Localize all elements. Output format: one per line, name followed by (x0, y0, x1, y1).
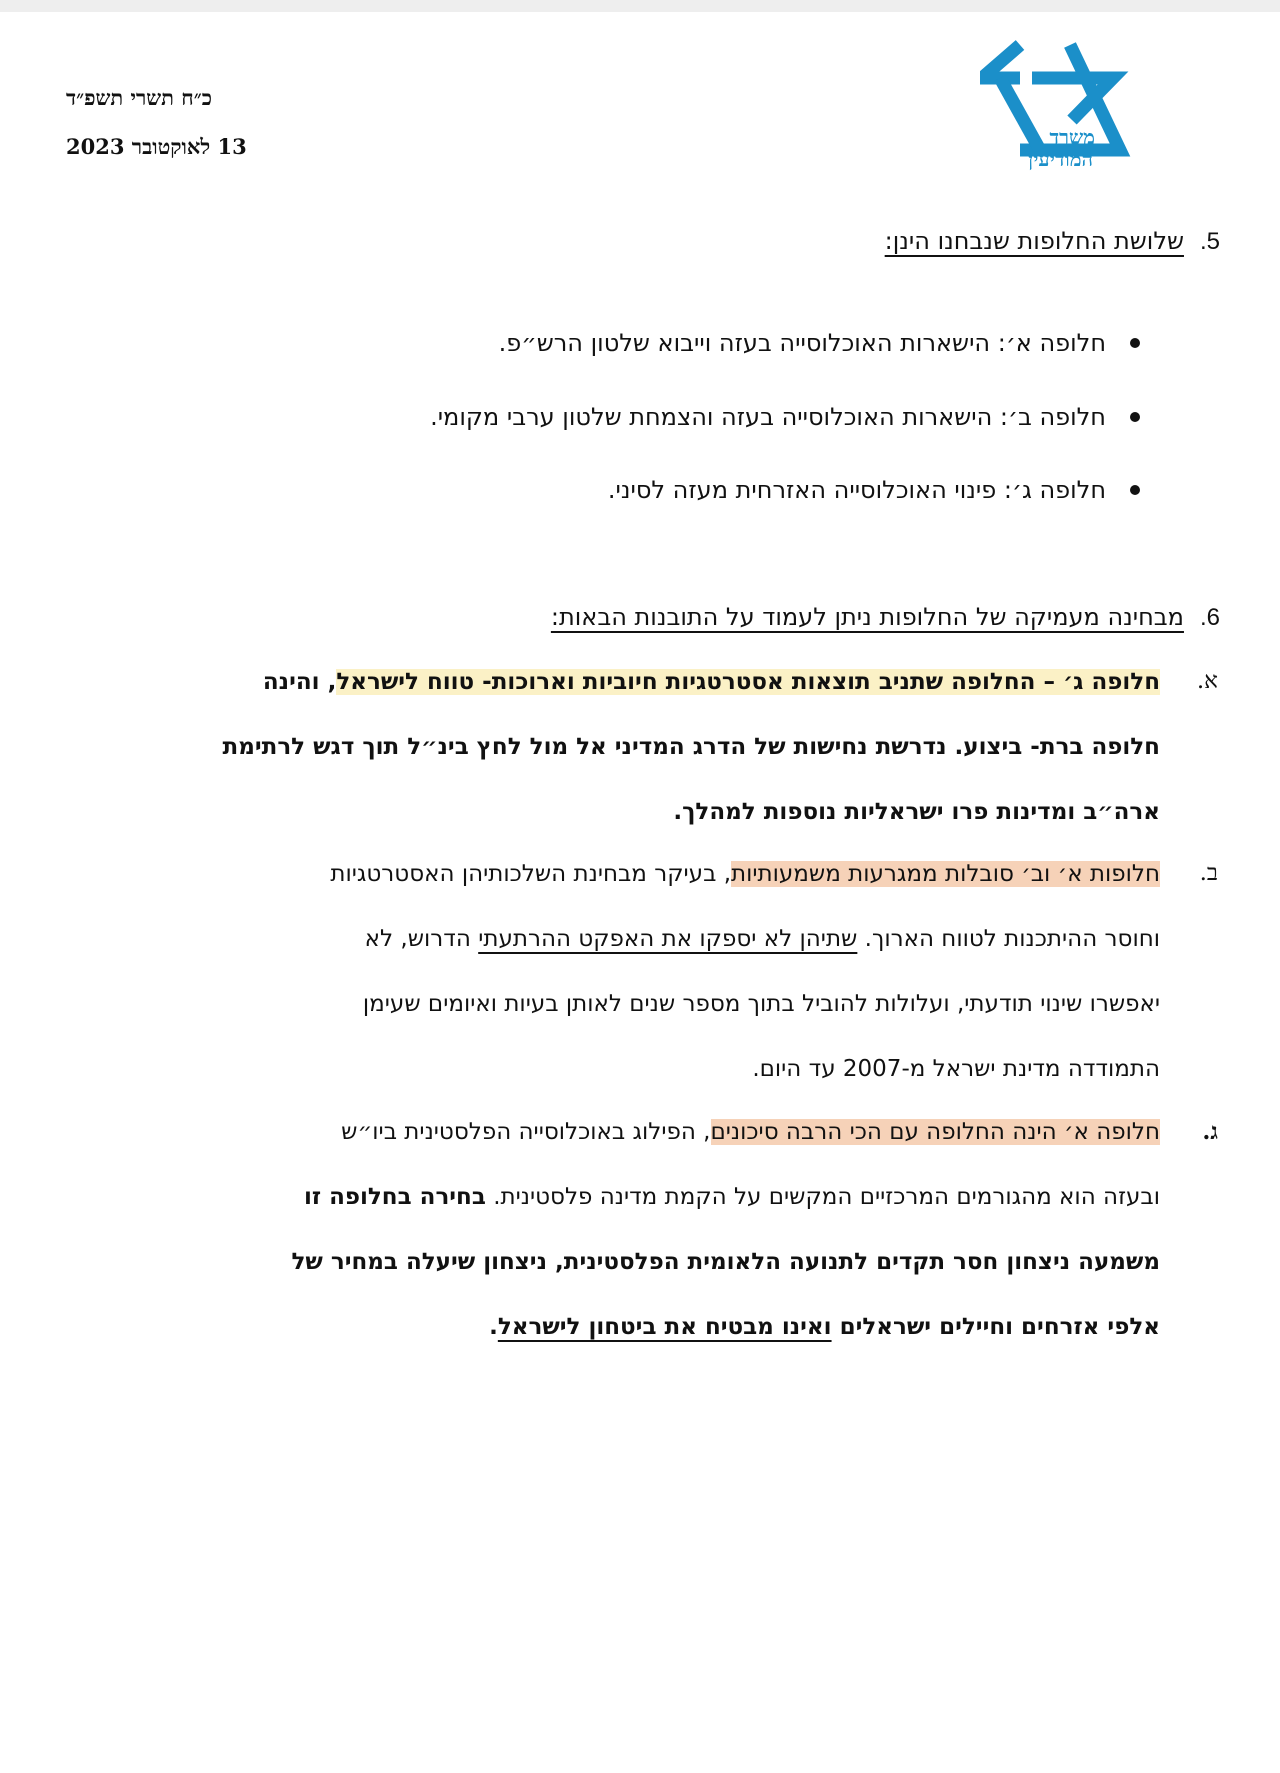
bullet-icon (1130, 485, 1140, 495)
section-number: 5. (1199, 228, 1220, 255)
text-fragment: ובעזה הוא מהגורמים המרכזיים המקשים על הקמת מדינה פלסטינית. (493, 1184, 1160, 1210)
text-fragment: וחוסר ההיתכנות לטווח הארוך. (864, 926, 1160, 952)
list-item (608, 475, 1140, 505)
gregorian-date: 13 לאוקטובר 2023 (66, 134, 247, 159)
highlight-conclusion: חלופות א׳ וב׳ סובלות ממגרעות משמעותיות (731, 861, 1160, 887)
item-b (66, 842, 1160, 1102)
text-fragment: , והינה (262, 669, 337, 695)
bold-text: בחירה בחלופה זו (303, 1184, 486, 1210)
text-fragment: , הפילוג באוכלוסייה הפלסטינית ביו״ש (341, 1119, 711, 1145)
bullet-icon (1130, 412, 1140, 422)
highlight-conclusion: חלופה ג׳ – החלופה שתניב תוצאות אסטרטגיות חיוביות וארוכות- טווח לישראל (336, 669, 1160, 695)
text-line: יאפשרו שינוי תודעתי, ועלולות להוביל בתוך מספר שנים לאותן בעיות ואיומים שעימן (362, 991, 1160, 1017)
list-item-text: חלופה א׳: הישארות האוכלוסייה בעזה וייבוא שלטון הרש״פ. (498, 329, 1106, 357)
section-6-heading (551, 602, 1220, 633)
logo-text-line1: משרד (1049, 125, 1095, 149)
text-fragment: . (489, 1314, 498, 1340)
ministry-logo (980, 40, 1145, 190)
underlined-text: שתיהן לא יספקו את האפקט ההרתעתי (478, 926, 858, 952)
list-item (499, 328, 1140, 358)
highlight-conclusion: חלופה א׳ הינה החלופה עם הכי הרבה סיכונים (710, 1119, 1160, 1145)
section-number: 6. (1199, 604, 1220, 631)
text-fragment: אלפי אזרחים וחיילים ישראלים (839, 1314, 1160, 1340)
hebrew-date: כ״ח תשרי תשפ״ד (66, 85, 212, 110)
section-title: שלושת החלופות שנבחנו הינן: (884, 227, 1184, 255)
bullet-icon (1130, 338, 1140, 348)
logo-text-line2: המודיעין (1028, 147, 1093, 171)
item-c (66, 1100, 1160, 1360)
list-item (430, 402, 1140, 432)
list-item-text: חלופה ג׳: פינוי האוכלוסייה האזרחית מעזה לסיני. (607, 476, 1106, 504)
list-item-text: חלופה ב׳: הישארות האוכלוסייה בעזה והצמחת שלטון ערבי מקומי. (430, 403, 1106, 431)
text-fragment: , בעיקר מבחינת השלכותיהן האסטרטגיות (330, 861, 731, 887)
text-line: חלופה ברת- ביצוע. נדרשת נחישות של הדרג המדיני אל מול לחץ בינ״ל תוך דגש לרתימת (222, 734, 1160, 760)
underlined-text: ואינו מבטיח את ביטחון לישראל (497, 1314, 832, 1340)
item-letter-b: ב. (1199, 860, 1218, 886)
text-line: משמעה ניצחון חסר תקדים לתנועה הלאומית הפלסטינית, ניצחון שיעלה במחיר של (291, 1249, 1160, 1275)
section-title: מבחינה מעמיקה של החלופות ניתן לעמוד על התובנות הבאות: (550, 603, 1184, 631)
text-line: ארה״ב ומדינות פרו ישראליות נוספות למהלך. (673, 799, 1160, 825)
item-letter-c: ג. (1202, 1118, 1218, 1145)
item-a (66, 650, 1160, 845)
text-line: התמודדה מדינת ישראל מ-2007 עד היום. (752, 1056, 1160, 1082)
text-fragment: הדרוש, לא (364, 926, 471, 952)
section-5-heading (885, 226, 1220, 257)
item-letter-a: א. (1196, 668, 1218, 694)
top-edge (0, 0, 1280, 12)
